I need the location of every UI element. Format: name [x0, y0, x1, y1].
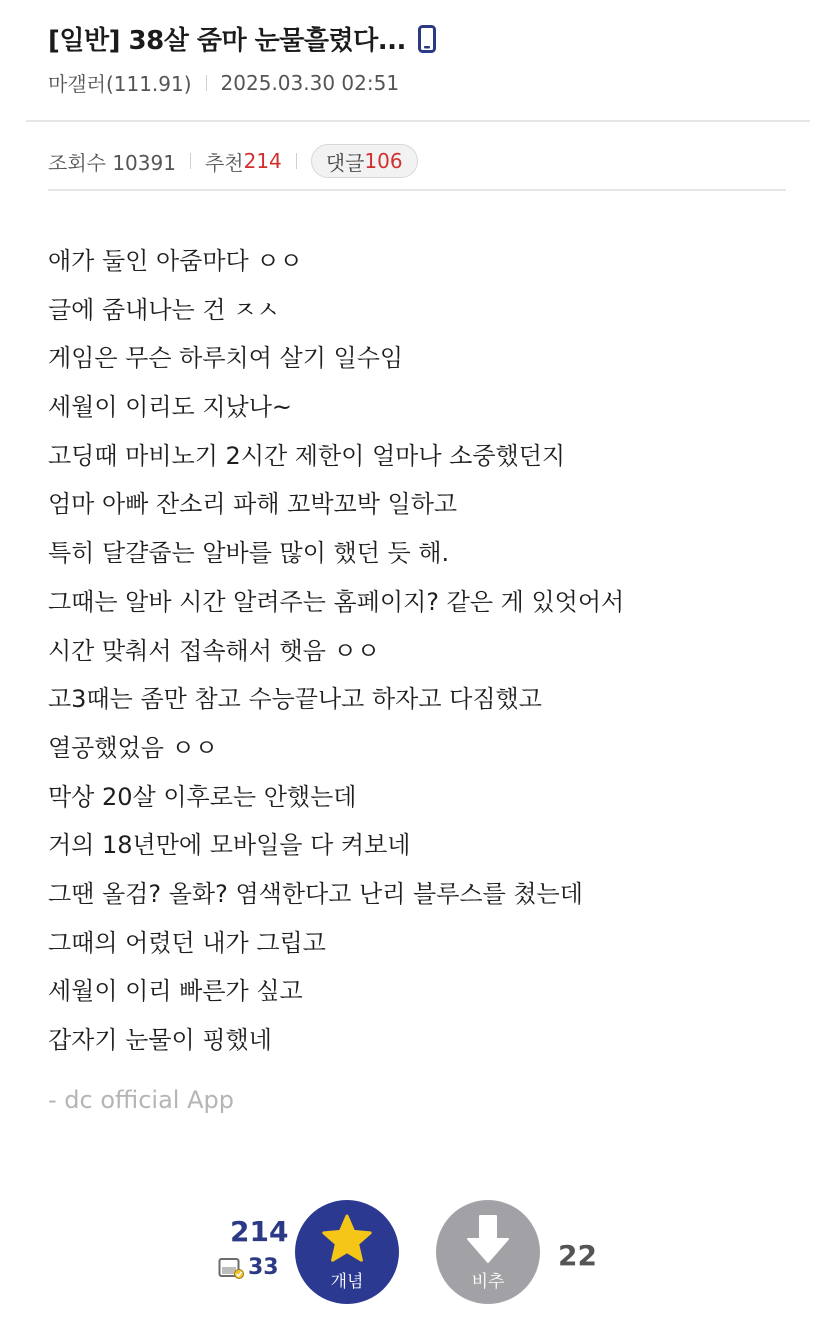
body-line: 게임은 무슨 하루치여 살기 일수임 — [48, 344, 404, 373]
body-line: 거의 18년만에 모바일을 다 켜보네 — [48, 831, 411, 860]
post-meta — [48, 68, 399, 97]
fix-post-icon — [218, 1256, 244, 1280]
body-line: 고3때는 좀만 참고 수능끝나고 하자고 다짐했고 — [48, 685, 542, 714]
mobile-phone-icon — [418, 25, 436, 53]
comment-count-button[interactable] — [311, 144, 418, 178]
vote-area — [0, 1195, 835, 1315]
body-line: 그때는 알바 시간 알려주는 홈페이지? 같은 게 있엇어서 — [48, 587, 625, 616]
divider — [296, 153, 297, 169]
comment-count: 106 — [364, 149, 403, 173]
divider — [26, 120, 810, 122]
app-signature: - dc official App — [48, 1086, 234, 1114]
post-body — [48, 242, 808, 1070]
star-icon — [320, 1213, 374, 1265]
body-line: 특히 달걀줍는 알바를 많이 했던 듯 해. — [48, 539, 450, 568]
body-line: 세월이 이리도 지났나~ — [48, 393, 293, 422]
divider — [190, 153, 191, 169]
body-line: 열공했었음 ㅇㅇ — [48, 733, 218, 762]
body-line: 막상 20살 이후로는 안했는데 — [48, 782, 357, 811]
fix-vote — [218, 1255, 279, 1280]
up-vote-label: 개념 — [330, 1271, 364, 1292]
body-line: 글에 줌내나는 건 ㅈㅅ — [48, 295, 280, 324]
post-title: [일반] 38살 줌마 눈물흘렸다... — [48, 26, 406, 56]
recommend-label: 추천 — [204, 150, 244, 175]
view-count: 조회수 10391 — [48, 150, 176, 175]
body-line: 그땐 올검? 올화? 염색한다고 난리 블루스를 쳤는데 — [48, 879, 583, 908]
comment-label: 댓글 — [325, 150, 365, 175]
post-datetime: 2025.03.30 02:51 — [220, 70, 400, 95]
post-stats — [48, 144, 418, 178]
up-vote-count: 214 — [230, 1215, 289, 1248]
body-line: 세월이 이리 빠른가 싶고 — [48, 977, 303, 1006]
author-name[interactable]: 마갤러(111.91) — [48, 72, 192, 96]
divider — [48, 189, 786, 191]
down-vote-label: 비추 — [471, 1271, 505, 1292]
up-vote-button[interactable] — [295, 1200, 399, 1304]
body-line: 애가 둘인 아줌마다 ㅇㅇ — [48, 247, 303, 275]
down-arrow-icon — [465, 1213, 511, 1265]
body-line: 갑자기 눈물이 핑했네 — [48, 1026, 272, 1054]
down-vote-button[interactable] — [436, 1200, 540, 1304]
recommend-count: 214 — [243, 149, 282, 173]
body-line: 시간 맞춰서 접속해서 햇음 ㅇㅇ — [48, 636, 380, 665]
post-header — [48, 20, 436, 57]
divider — [206, 75, 207, 91]
down-vote-count: 22 — [558, 1239, 597, 1272]
fix-vote-count: 33 — [248, 1255, 279, 1280]
body-line: 고딩때 마비노기 2시간 제한이 얼마나 소중했던지 — [48, 441, 566, 470]
body-line: 엄마 아빠 잔소리 파해 꼬박꼬박 일하고 — [48, 490, 458, 519]
body-line: 그때의 어렸던 내가 그립고 — [48, 928, 326, 957]
